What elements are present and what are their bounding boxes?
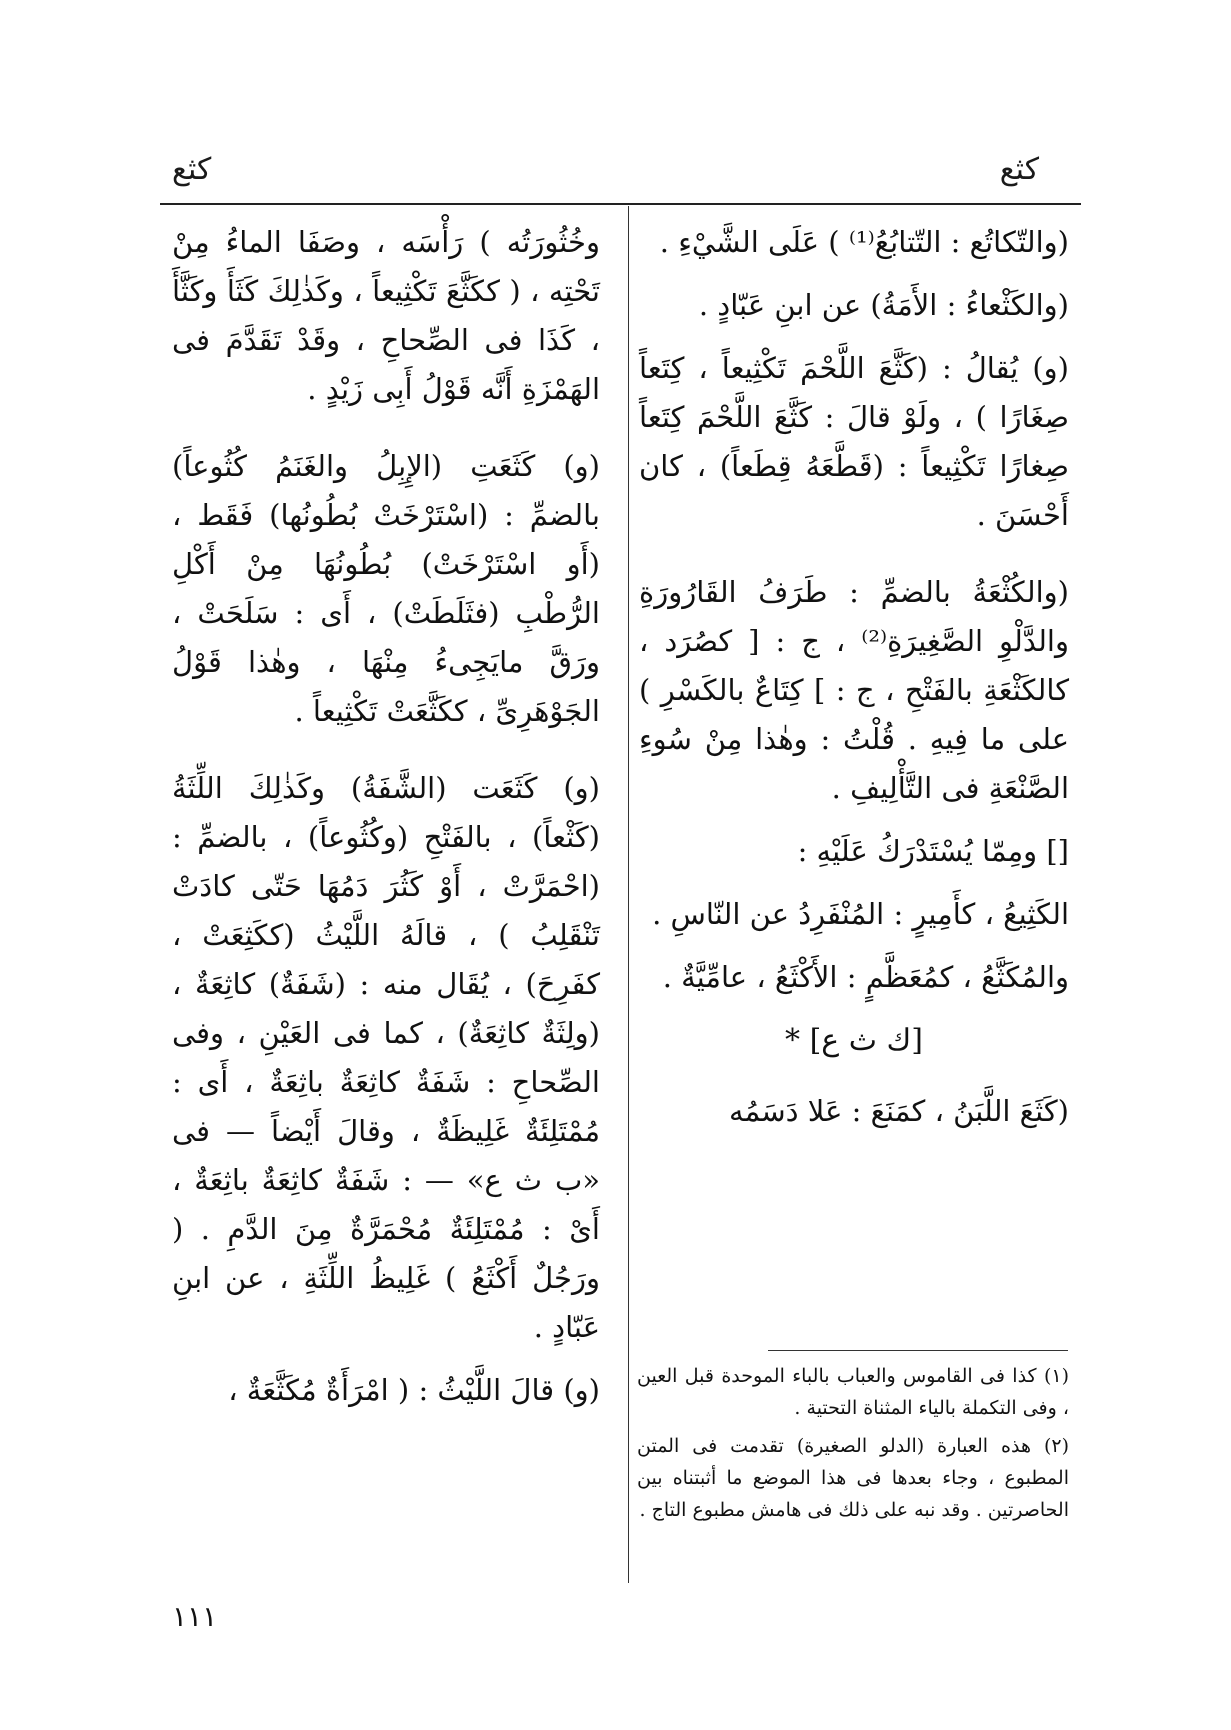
column-divider	[628, 206, 629, 1583]
entry-paragraph: والمُكَثَّعُ ، كمُعَظَّمٍ : الأَكْثَعُ ، عامِّيَّةٌ .	[662, 960, 1069, 994]
footnote-rule	[768, 1350, 1068, 1351]
entry-paragraph: (كَثَعَ اللَّبَنُ ، كمَنَعَ : عَلا دَسَمُه	[729, 1094, 1069, 1128]
addendum-heading: [] ومِمّا يُسْتَدْرَكُ عَلَيْهِ :	[797, 834, 1069, 868]
page-number: ١١١	[172, 1600, 218, 1633]
root-section-head: [ك ث ع] *	[785, 1023, 923, 1058]
right-column	[639, 218, 1069, 1150]
left-column	[172, 218, 600, 1429]
entry-paragraph: الكَثِيعُ ، كأَمِيرٍ : المُنْفَرِدُ عن النّاسِ .	[652, 897, 1069, 931]
running-head-left: كثع	[172, 152, 212, 187]
entry-paragraph: (والكَثْعاءُ : الأَمَةُ) عن ابنِ عَبّادٍ .	[698, 288, 1069, 322]
entry-paragraph: (و) كَثَعَتِ (الإِبِلُ والغَنَمُ كُثُوعاً) بالضمِّ : (اسْتَرْخَتْ بُطُونُها) فَقَط ، (أَو اسْتَرْخَتْ) بُطُونُهَا مِنْ أَكْلِ الرُّطْبِ (فثَلَطَتْ) ، أَى : سَلَحَتْ ، ورَقَّ مايَجِىءُ مِنْهَا ، وهٰذا قَوْلُ الجَوْهَرِىِّ ، ككَثَّعَتْ تَكْثِيعاً .	[172, 449, 600, 728]
entry-paragraph: (و) قالَ اللَّيْثُ : ( امْرَأَةٌ مُكَثَّعَةٌ ،	[228, 1373, 600, 1407]
entry-paragraph: (و) يُقالُ : (كَثَّعَ اللَّحْمَ تَكْثِيعاً ، كِتَعاً صِغَارًا ) ، ولَوْ قالَ : كَثَّعَ اللَّحْمَ كِتَعاً صِغارًا تَكْثِيعاً : (قَطَّعَهُ قِطَعاً) ، كان أَحْسَنَ .	[639, 351, 1069, 532]
entry-paragraph: (و) كَثَعَت (الشَّفَةُ) وكَذٰلِكَ اللِّثَةُ (كَثْعاً) ، بالفَتْحِ (وكُثُوعاً) ، بالضمِّ : (احْمَرَّتْ ، أَوْ كَثُرَ دَمُهَا حَتّى كادَتْ تَنْقَلِبُ ) ، قالَهُ اللَّيْثُ (ككَثِعَتْ ، كفَرِحَ) ، يُقَال منه : (شَفَةٌ) كاثِعَةٌ ، (ولِثَةٌ كاثِعَةٌ) ، كما فى العَيْنِ ، وفى الصِّحاحِ : شَفَةٌ كاثِعَةٌ باثِعَةٌ ، أَى : مُمْتَلِئَةٌ غَلِيظَةٌ ، وقالَ أَيْضاً — فى «ب ث ع» — : شَفَةٌ كاثِعَةٌ باثِعَةٌ ، أَىْ : مُمْتَلِئَةٌ مُحْمَرَّةٌ مِنَ الدَّمِ . ( ورَجُلٌ أَكْثَعُ ) غَلِيظُ اللِّثَةِ ، عن ابنِ عَبّادٍ .	[172, 771, 600, 1344]
entry-paragraph: (والكُثْعَةُ بالضمِّ : طَرَفُ القَارُورَةِ والدَّلْوِ الصَّغِيرَةِ⁽²⁾ ، ج : [ كصُرَد ، كالكَثْعَةِ بالفَتْحِ ، ج : ] كِتَاعٌ بالكَسْرِ ) على ما فِيهِ . قُلْتُ : وهٰذا مِنْ سُوءِ الصَّنْعَةِ فى التَّأْلِيفِ .	[639, 575, 1069, 805]
running-head-right: كثع	[999, 152, 1039, 187]
footnotes	[637, 1360, 1069, 1532]
footnote: (٢) هذه العبارة (الدلو الصغيرة) تقدمت فى المتن المطبوع ، وجاء بعدها فى هذا الموضع ما أثبتناه بين الحاصرتين . وقد نبه على ذلك فى هامش مطبوع التاج .	[637, 1435, 1069, 1521]
entry-paragraph: وخُثُورَتُه ) رَأْسَه ، وصَفَا الماءُ مِنْ تَحْتِه ، ( ككَثَّعَ تَكْثِيعاً ، وكَذٰلِكَ كَثَأَ وكَثَّأَ ، كَذَا فى الصِّحاحِ ، وقَدْ تَقَدَّمَ فى الهَمْزَةِ أَنَّه قَوْلُ أَبِى زَيْدٍ .	[172, 225, 600, 406]
entry-paragraph: (والتّكاتُع : التّتابُعُ⁽¹⁾ ) عَلَى الشَّيْءِ .	[659, 225, 1069, 259]
header-rule	[160, 203, 1081, 205]
footnote: (١) كذا فى القاموس والعباب بالباء الموحدة قبل العين ، وفى التكملة بالياء المثناة التحتية .	[637, 1365, 1069, 1419]
